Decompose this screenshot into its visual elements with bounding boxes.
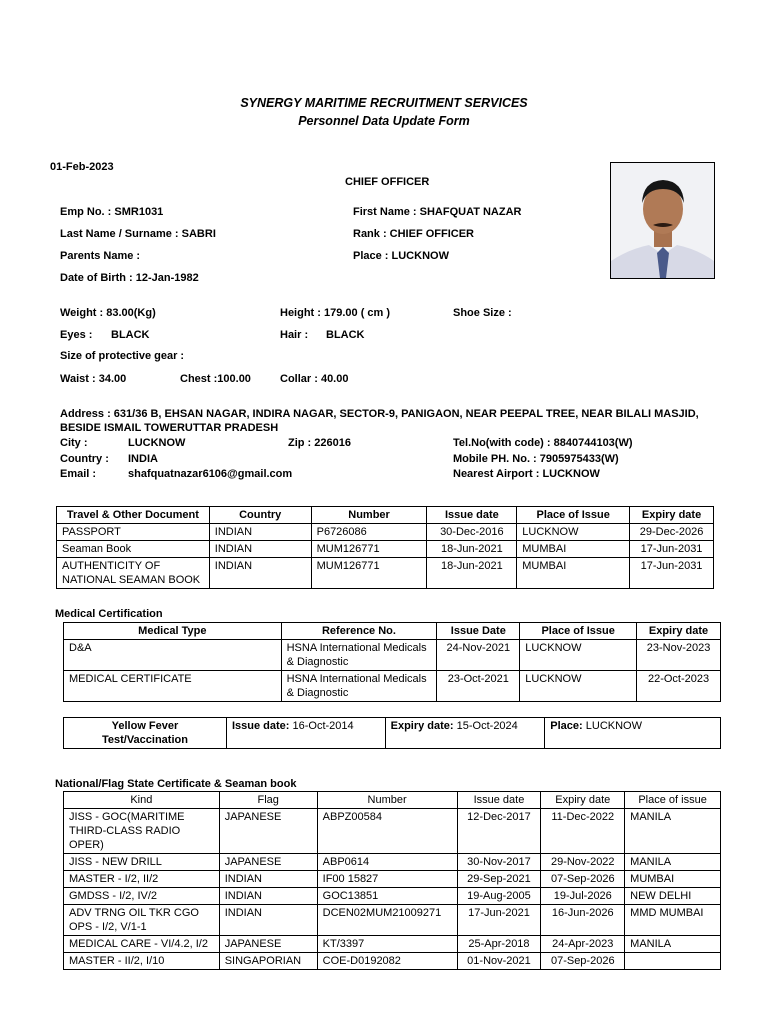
address-line-1: Address : 631/36 B, EHSAN NAGAR, INDIRA NAGAR, SECTOR-9, PANIGAON, NEAR PEEPAL TREE, NEAR BILALI MASJID,: [60, 408, 699, 420]
column-header: Place of issue: [625, 792, 721, 809]
cell: 11-Dec-2022: [541, 809, 625, 854]
cell: 01-Nov-2021: [457, 953, 541, 970]
column-header: Travel & Other Document: [57, 507, 210, 524]
cell: MMD MUMBAI: [625, 905, 721, 936]
country-label: Country :: [60, 453, 109, 465]
collar: Collar : 40.00: [280, 373, 349, 385]
cell: AUTHENTICITY OF NATIONAL SEAMAN BOOK: [57, 558, 210, 589]
cell: 16-Jun-2026: [541, 905, 625, 936]
cell: 12-Dec-2017: [457, 809, 541, 854]
table-row: [64, 936, 721, 953]
table-row: [64, 871, 721, 888]
table-header-row: [57, 507, 714, 524]
table-row: [64, 640, 721, 671]
email-value: shafquatnazar6106@gmail.com: [128, 468, 293, 480]
form-title: Personnel Data Update Form: [298, 114, 470, 128]
cell: LUCKNOW: [520, 640, 637, 671]
column-header: Place of Issue: [520, 623, 637, 640]
place-value: LUCKNOW: [585, 720, 642, 732]
table-row: [64, 671, 721, 702]
column-header: Number: [317, 792, 457, 809]
shoe-size: Shoe Size :: [453, 307, 512, 319]
cell: NEW DELHI: [625, 888, 721, 905]
position-title: CHIEF OFFICER: [345, 176, 430, 188]
place: Place : LUCKNOW: [353, 250, 449, 262]
eyes-label: Eyes :: [60, 329, 93, 341]
cell: 19-Jul-2026: [541, 888, 625, 905]
eyes-value: BLACK: [111, 329, 150, 341]
form-date: 01-Feb-2023: [50, 161, 114, 173]
table-header-row: [64, 623, 721, 640]
cell: 29-Nov-2022: [541, 854, 625, 871]
cell: LUCKNOW: [517, 524, 630, 541]
cell: JAPANESE: [219, 809, 317, 854]
cell: INDIAN: [219, 905, 317, 936]
cell: LUCKNOW: [520, 671, 637, 702]
cell: GMDSS - I/2, IV/2: [64, 888, 220, 905]
column-header: Place of Issue: [517, 507, 630, 524]
cell: JAPANESE: [219, 936, 317, 953]
yellow-fever-issue: [226, 718, 385, 749]
issue-date-label: Issue date:: [231, 720, 290, 732]
cell: 23-Nov-2023: [637, 640, 721, 671]
company-name: SYNERGY MARITIME RECRUITMENT SERVICES: [240, 96, 528, 110]
parents-name: Parents Name :: [60, 250, 141, 262]
emp-no: Emp No. : SMR1031: [60, 206, 164, 218]
column-header: Number: [311, 507, 427, 524]
cell: 07-Sep-2026: [541, 871, 625, 888]
yellow-fever-place: [545, 718, 721, 749]
column-header: Issue Date: [437, 623, 520, 640]
table-row: [64, 953, 721, 970]
column-header: Reference No.: [281, 623, 437, 640]
cell: MUMBAI: [625, 871, 721, 888]
cell: MUMBAI: [517, 558, 630, 589]
cell: 19-Aug-2005: [457, 888, 541, 905]
table-row: [64, 854, 721, 871]
cell: 29-Sep-2021: [457, 871, 541, 888]
cell: 17-Jun-2031: [630, 541, 714, 558]
chest: Chest :100.00: [180, 373, 251, 385]
cell: INDIAN: [209, 524, 311, 541]
table-row: [64, 718, 721, 749]
cell: P6726086: [311, 524, 427, 541]
nearest-airport: Nearest Airport : LUCKNOW: [453, 468, 600, 480]
cell: HSNA International Medicals & Diagnostic: [281, 640, 437, 671]
column-header: Issue date: [457, 792, 541, 809]
hair-value: BLACK: [326, 329, 365, 341]
cell: Seaman Book: [57, 541, 210, 558]
portrait-image: [611, 163, 714, 278]
cell: MANILA: [625, 936, 721, 953]
cell: MEDICAL CARE - VI/4.2, I/2: [64, 936, 220, 953]
cell: [625, 953, 721, 970]
column-header: Issue date: [427, 507, 517, 524]
first-name: First Name : SHAFQUAT NAZAR: [353, 206, 522, 218]
cell: 29-Dec-2026: [630, 524, 714, 541]
cell: 24-Nov-2021: [437, 640, 520, 671]
weight: Weight : 83.00(Kg): [60, 307, 156, 319]
crew-photo: [610, 162, 715, 279]
waist: Waist : 34.00: [60, 373, 127, 385]
cell: ADV TRNG OIL TKR CGO OPS - I/2, V/1-1: [64, 905, 220, 936]
table-row: [57, 558, 714, 589]
cell: INDIAN: [209, 541, 311, 558]
cell: PASSPORT: [57, 524, 210, 541]
cell: JAPANESE: [219, 854, 317, 871]
cell: MASTER - II/2, I/10: [64, 953, 220, 970]
cell: JISS - NEW DRILL: [64, 854, 220, 871]
cell: INDIAN: [219, 888, 317, 905]
cell: 25-Apr-2018: [457, 936, 541, 953]
table-row: [57, 541, 714, 558]
certificates-section-title: National/Flag State Certificate & Seaman book: [55, 778, 297, 790]
city-label: City :: [60, 437, 88, 449]
cell: INDIAN: [209, 558, 311, 589]
cell: 22-Oct-2023: [637, 671, 721, 702]
place-label: Place:: [550, 720, 583, 732]
address-line-2: BESIDE ISMAIL TOWERUTTAR PRADESH: [60, 422, 279, 434]
yellow-fever-expiry: [385, 718, 545, 749]
issue-date-value: 16-Oct-2014: [292, 720, 354, 732]
mobile: Mobile PH. No. : 7905975433(W): [453, 453, 619, 465]
cell: JISS - GOC(MARITIME THIRD-CLASS RADIO OPER): [64, 809, 220, 854]
cell: KT/3397: [317, 936, 457, 953]
cell: SINGAPORIAN: [219, 953, 317, 970]
expiry-date-value: 15-Oct-2024: [456, 720, 518, 732]
cell: HSNA International Medicals & Diagnostic: [281, 671, 437, 702]
yellow-fever-label: Yellow Fever Test/Vaccination: [64, 718, 227, 749]
cell: INDIAN: [219, 871, 317, 888]
height: Height : 179.00 ( cm ): [280, 307, 391, 319]
last-name: Last Name / Surname : SABRI: [60, 228, 216, 240]
rank: Rank : CHIEF OFFICER: [353, 228, 475, 240]
cell: 07-Sep-2026: [541, 953, 625, 970]
city-value: LUCKNOW: [128, 437, 186, 449]
table-row: [57, 524, 714, 541]
cell: 30-Dec-2016: [427, 524, 517, 541]
cell: MANILA: [625, 854, 721, 871]
cell: 17-Jun-2031: [630, 558, 714, 589]
table-row: [64, 905, 721, 936]
cell: 24-Apr-2023: [541, 936, 625, 953]
medical-section-title: Medical Certification: [55, 608, 163, 620]
cell: MEDICAL CERTIFICATE: [64, 671, 282, 702]
email-label: Email :: [60, 468, 97, 480]
cell: MUM126771: [311, 558, 427, 589]
column-header: Expiry date: [637, 623, 721, 640]
cell: IF00 15827: [317, 871, 457, 888]
cell: DCEN02MUM21009271: [317, 905, 457, 936]
cell: COE-D0192082: [317, 953, 457, 970]
expiry-date-label: Expiry date:: [390, 720, 454, 732]
hair-label: Hair :: [280, 329, 309, 341]
cell: 18-Jun-2021: [427, 558, 517, 589]
yellow-fever-table: [63, 717, 721, 749]
cell: MANILA: [625, 809, 721, 854]
cell: D&A: [64, 640, 282, 671]
cell: GOC13851: [317, 888, 457, 905]
column-header: Flag: [219, 792, 317, 809]
column-header: Country: [209, 507, 311, 524]
cell: ABPZ00584: [317, 809, 457, 854]
certificates-table: [63, 791, 721, 970]
cell: 30-Nov-2017: [457, 854, 541, 871]
cell: MASTER - I/2, II/2: [64, 871, 220, 888]
column-header: Expiry date: [630, 507, 714, 524]
table-row: [64, 888, 721, 905]
cell: MUM126771: [311, 541, 427, 558]
column-header: Kind: [64, 792, 220, 809]
column-header: Medical Type: [64, 623, 282, 640]
table-header-row: [64, 792, 721, 809]
zip: Zip : 226016: [288, 437, 351, 449]
table-row: [64, 809, 721, 854]
cell: MUMBAI: [517, 541, 630, 558]
cell: 18-Jun-2021: [427, 541, 517, 558]
cell: 23-Oct-2021: [437, 671, 520, 702]
country-value: INDIA: [128, 453, 158, 465]
cell: 17-Jun-2021: [457, 905, 541, 936]
cell: ABP0614: [317, 854, 457, 871]
travel-documents-table: [56, 506, 714, 589]
column-header: Expiry date: [541, 792, 625, 809]
protective-gear: Size of protective gear :: [60, 350, 185, 362]
date-of-birth: Date of Birth : 12-Jan-1982: [60, 272, 199, 284]
medical-table: [63, 622, 721, 702]
telephone: Tel.No(with code) : 8840744103(W): [453, 437, 633, 449]
